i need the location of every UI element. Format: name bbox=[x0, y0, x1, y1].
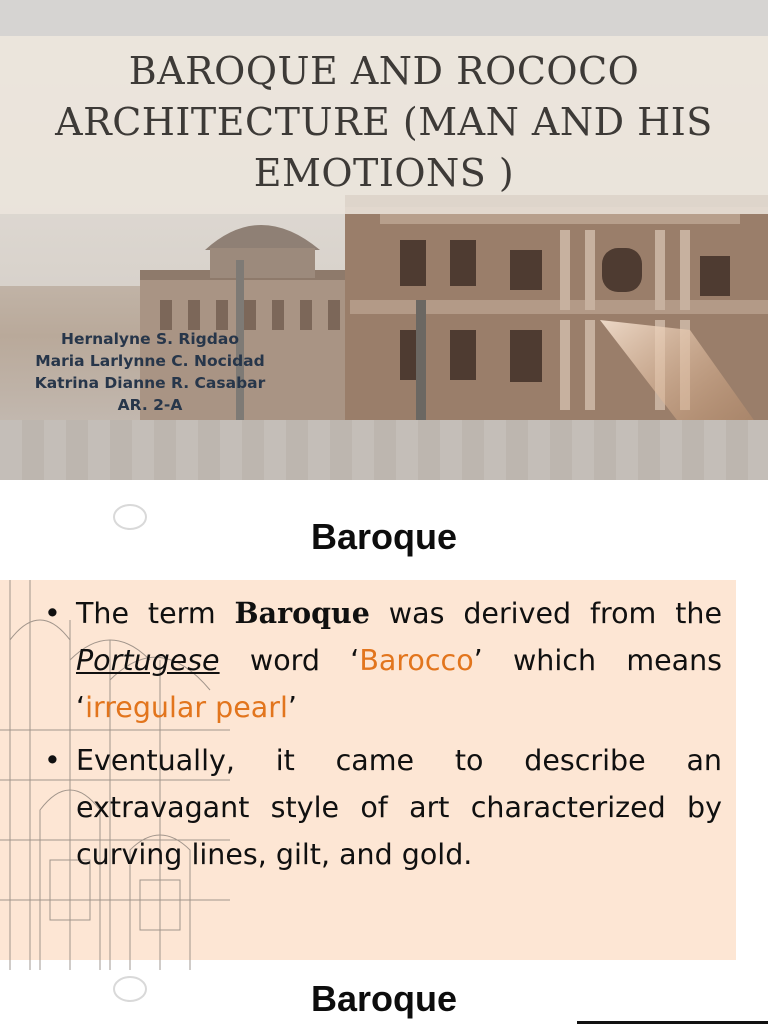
term-portugese: Portugese bbox=[76, 644, 220, 677]
term-irregular-pearl: irregular pearl bbox=[85, 691, 288, 724]
term-barocco: Barocco bbox=[359, 644, 474, 677]
bullet-icon: • bbox=[44, 597, 61, 630]
bullet-text: was derived from the bbox=[369, 597, 722, 630]
bullet-text: Eventually, it came to describe an extravagant style of art characterized by curving lines, gilt, and gold. bbox=[76, 744, 722, 871]
bullet-icon: • bbox=[44, 744, 61, 777]
bullet-list bbox=[44, 590, 722, 884]
class-section: AR. 2-A bbox=[117, 396, 183, 414]
plaza-ground bbox=[0, 420, 768, 480]
slide-heading: Baroque bbox=[310, 978, 458, 1019]
title-slide bbox=[0, 0, 768, 480]
author-name: Maria Larlynne C. Nocidad bbox=[35, 352, 265, 370]
bullet-item bbox=[44, 590, 722, 731]
presentation-title: BAROQUE AND ROCOCO ARCHITECTURE (MAN AND HIS EMOTIONS ) bbox=[55, 49, 713, 195]
author-name: Katrina Dianne R. Casabar bbox=[34, 374, 266, 392]
author-list bbox=[10, 328, 290, 416]
bullet-text: The term bbox=[76, 597, 235, 630]
author-name: Hernalyne S. Rigdao bbox=[61, 330, 239, 348]
bullet-item bbox=[44, 737, 722, 878]
slide-heading: Baroque bbox=[310, 516, 458, 557]
term-baroque: Baroque bbox=[234, 596, 370, 630]
bullet-text: word ‘ bbox=[219, 644, 360, 677]
bullet-text: ’ bbox=[287, 691, 297, 724]
bullet-text: ’ which means ‘ bbox=[76, 644, 722, 724]
